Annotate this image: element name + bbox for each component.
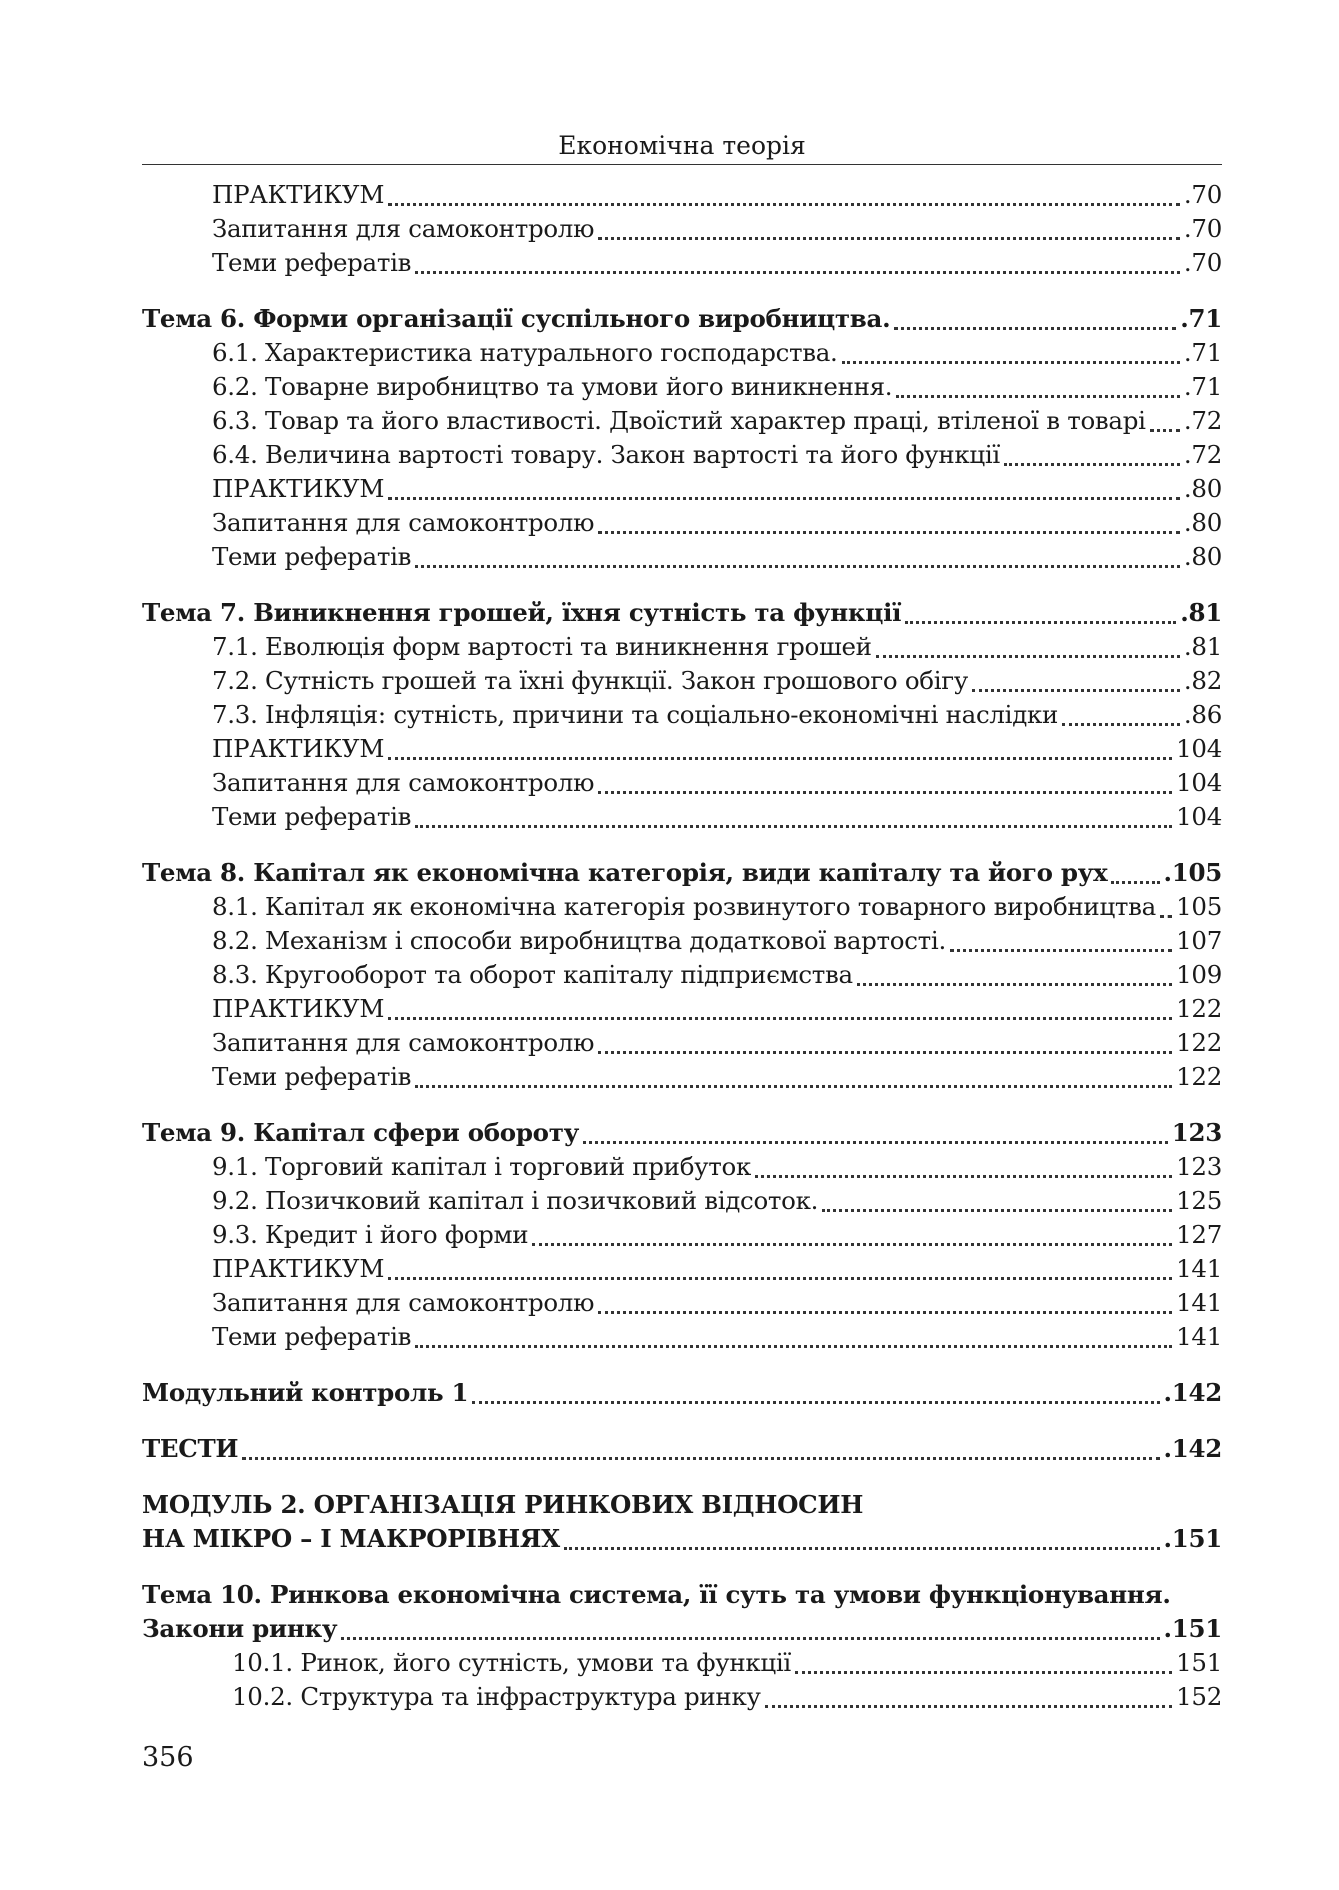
toc-subentry[interactable] <box>142 404 1222 438</box>
toc-entry-title: 6.1. Характеристика натурального господарства. <box>212 338 838 367</box>
toc-entry-title: 6.3. Товар та його властивості. Двоїстий характер праці, втіленої в товарі <box>212 406 1146 435</box>
toc-subentry[interactable] <box>142 924 1222 958</box>
toc-entry-page: .72 <box>1183 440 1222 469</box>
toc-entry-title: Теми рефератів <box>212 542 412 571</box>
toc-gap <box>142 834 1222 856</box>
toc-entry-title: Запитання для самоконтролю <box>212 1288 595 1317</box>
toc-heading-line: Тема 10. Ринкова економічна система, її суть та умови функціонування. <box>142 1580 1171 1609</box>
dot-leader <box>388 497 1180 500</box>
toc-entry-title: 7.1. Еволюція форм вартості та виникнення грошей <box>212 632 872 661</box>
toc-subentry[interactable] <box>142 1320 1222 1354</box>
dot-leader <box>341 1637 1159 1640</box>
dot-leader <box>894 327 1176 330</box>
toc-entry-page: .82 <box>1183 666 1222 695</box>
toc-gap <box>142 1354 1222 1376</box>
dot-leader <box>598 1311 1172 1314</box>
dot-leader <box>857 983 1172 986</box>
toc-entry-title: 8.1. Капітал як економічна категорія розвинутого товарного виробництва <box>212 892 1156 921</box>
toc-entry-title: ПРАКТИКУМ <box>212 474 385 503</box>
toc-entry-page: .151 <box>1163 1524 1222 1553</box>
dot-leader <box>598 791 1172 794</box>
toc-subentry[interactable] <box>142 1184 1222 1218</box>
dot-leader <box>896 395 1180 398</box>
toc-entry-page: 122 <box>1176 1062 1222 1091</box>
toc-entry-page: 141 <box>1176 1322 1222 1351</box>
toc-entry-page: 122 <box>1176 1028 1222 1057</box>
toc-subentry[interactable] <box>142 472 1222 506</box>
dot-leader <box>532 1243 1172 1246</box>
toc-entry-page: .142 <box>1163 1378 1222 1407</box>
toc-entry-page: 141 <box>1176 1288 1222 1317</box>
toc-subentry[interactable] <box>142 1252 1222 1286</box>
toc-entry-title: Запитання для самоконтролю <box>212 508 595 537</box>
dot-leader <box>472 1401 1159 1404</box>
table-of-contents <box>142 178 1222 1714</box>
dot-leader <box>755 1175 1172 1178</box>
toc-entry-title: ТЕСТИ <box>142 1434 239 1463</box>
toc-entry-title: Тема 8. Капітал як економічна категорія, види капіталу та його рух <box>142 858 1108 887</box>
toc-entry-page: .71 <box>1180 304 1222 333</box>
toc-entry-page: 104 <box>1176 802 1222 831</box>
running-header: Економічна теорія <box>558 131 806 160</box>
toc-subentry[interactable] <box>142 178 1222 212</box>
toc-entry-page: .81 <box>1183 632 1222 661</box>
toc-entry-title: 8.2. Механізм і способи виробництва додаткової вартості. <box>212 926 946 955</box>
toc-entry-title: НА МІКРО – І МАКРОРІВНЯХ <box>142 1524 560 1553</box>
toc-entry-title: Тема 6. Форми організації суспільного виробництва. <box>142 304 891 333</box>
dot-leader <box>598 237 1180 240</box>
dot-leader <box>842 361 1180 364</box>
toc-entry-page: 123 <box>1176 1152 1222 1181</box>
dot-leader <box>564 1547 1160 1550</box>
toc-entry-page: .70 <box>1183 214 1222 243</box>
toc-subentry[interactable] <box>142 630 1222 664</box>
toc-entry-page: 151 <box>1176 1648 1222 1677</box>
dot-leader <box>388 757 1172 760</box>
dot-leader <box>795 1671 1172 1674</box>
toc-entry-page: 105 <box>1176 892 1222 921</box>
toc-entry-page: .70 <box>1183 180 1222 209</box>
dot-leader <box>822 1209 1172 1212</box>
toc-entry-title: Теми рефератів <box>212 1322 412 1351</box>
toc-entry-title: 6.2. Товарне виробництво та умови його виникнення. <box>212 372 893 401</box>
dot-leader <box>598 1051 1172 1054</box>
toc-subentry[interactable] <box>142 336 1222 370</box>
dot-leader <box>242 1457 1159 1460</box>
toc-subentry[interactable] <box>142 1646 1222 1680</box>
toc-entry-title: Модульний контроль 1 <box>142 1378 469 1407</box>
toc-entry-page: .80 <box>1183 542 1222 571</box>
toc-entry-page: 152 <box>1176 1682 1222 1711</box>
toc-subentry[interactable] <box>142 890 1222 924</box>
toc-entry-title: 7.3. Інфляція: сутність, причини та соціально-економічні наслідки <box>212 700 1059 729</box>
dot-leader <box>1150 429 1180 432</box>
dot-leader <box>388 203 1180 206</box>
toc-entry-title: Теми рефератів <box>212 802 412 831</box>
toc-entry-title: Закони ринку <box>142 1614 338 1643</box>
toc-entry-title: Запитання для самоконтролю <box>212 214 595 243</box>
toc-topic-entry[interactable] <box>142 1116 1222 1150</box>
toc-subentry[interactable] <box>142 506 1222 540</box>
toc-entry-page: .71 <box>1183 372 1222 401</box>
toc-entry-title: ПРАКТИКУМ <box>212 734 385 763</box>
dot-leader <box>876 655 1180 658</box>
toc-subentry[interactable] <box>142 370 1222 404</box>
toc-entry-page: .151 <box>1163 1614 1222 1643</box>
dot-leader <box>1062 723 1180 726</box>
toc-entry-title: Тема 9. Капітал сфери обороту <box>142 1118 579 1147</box>
dot-leader <box>905 621 1176 624</box>
toc-entry-title: 6.4. Величина вартості товару. Закон вартості та його функції <box>212 440 1000 469</box>
toc-entry-title: ПРАКТИКУМ <box>212 180 385 209</box>
toc-entry-page: 122 <box>1176 994 1222 1023</box>
toc-entry-title: 7.2. Сутність грошей та їхні функції. Закон грошового обігу <box>212 666 968 695</box>
toc-entry-title: 9.1. Торговий капітал і торговий прибуток <box>212 1152 751 1181</box>
toc-entry-page: 123 <box>1171 1118 1222 1147</box>
toc-subentry[interactable] <box>142 1026 1222 1060</box>
toc-entry-title: 10.2. Структура та інфраструктура ринку <box>232 1682 761 1711</box>
toc-entry-page: .80 <box>1183 508 1222 537</box>
toc-topic-entry[interactable] <box>142 596 1222 630</box>
header-rule <box>142 164 1222 165</box>
toc-subentry[interactable] <box>142 246 1222 280</box>
dot-leader <box>1111 881 1159 884</box>
toc-subentry[interactable] <box>142 732 1222 766</box>
toc-entry-page: .105 <box>1163 858 1222 887</box>
toc-entry-page: 125 <box>1176 1186 1222 1215</box>
toc-subentry[interactable] <box>142 1150 1222 1184</box>
toc-subentry[interactable] <box>142 698 1222 732</box>
dot-leader <box>598 531 1180 534</box>
toc-entry-title: 10.1. Ринок, його сутність, умови та функції <box>232 1648 791 1677</box>
toc-entry-page: 104 <box>1176 768 1222 797</box>
toc-gap <box>142 1556 1222 1578</box>
toc-subentry[interactable] <box>142 1218 1222 1252</box>
toc-entry-title: Тема 7. Виникнення грошей, їхня сутність та функції <box>142 598 902 627</box>
toc-entry-page: .80 <box>1183 474 1222 503</box>
dot-leader <box>388 1017 1172 1020</box>
toc-entry-page: 109 <box>1176 960 1222 989</box>
toc-entry-title: Запитання для самоконтролю <box>212 1028 595 1057</box>
dot-leader <box>388 1277 1172 1280</box>
toc-entry-title: 8.3. Кругооборот та оборот капіталу підприємства <box>212 960 853 989</box>
toc-subentry[interactable] <box>142 438 1222 472</box>
page-number: 356 <box>142 1742 194 1773</box>
dot-leader <box>415 1085 1172 1088</box>
toc-entry-page: 107 <box>1176 926 1222 955</box>
toc-subentry[interactable] <box>142 1680 1222 1714</box>
toc-subentry[interactable] <box>142 212 1222 246</box>
toc-topic-entry[interactable] <box>142 856 1222 890</box>
toc-subentry[interactable] <box>142 766 1222 800</box>
toc-gap <box>142 574 1222 596</box>
toc-topic-entry[interactable] <box>142 302 1222 336</box>
toc-gap <box>142 280 1222 302</box>
toc-subentry[interactable] <box>142 1060 1222 1094</box>
dot-leader <box>950 949 1172 952</box>
toc-entry-title: ПРАКТИКУМ <box>212 994 385 1023</box>
toc-gap <box>142 1094 1222 1116</box>
dot-leader <box>1160 915 1172 918</box>
toc-topic-entry[interactable] <box>142 1612 1222 1646</box>
dot-leader <box>583 1141 1168 1144</box>
toc-entry-title: 9.2. Позичковий капітал і позичковий відсоток. <box>212 1186 819 1215</box>
toc-entry-page: .142 <box>1163 1434 1222 1463</box>
toc-entry-title: 9.3. Кредит і його форми <box>212 1220 529 1249</box>
toc-topic-entry[interactable] <box>142 1432 1222 1466</box>
toc-subentry[interactable] <box>142 1286 1222 1320</box>
dot-leader <box>415 1345 1172 1348</box>
toc-entry-title: Теми рефератів <box>212 1062 412 1091</box>
dot-leader <box>415 565 1180 568</box>
dot-leader <box>972 689 1180 692</box>
toc-entry-title: Запитання для самоконтролю <box>212 768 595 797</box>
toc-entry-page: .86 <box>1183 700 1222 729</box>
toc-entry-title: ПРАКТИКУМ <box>212 1254 385 1283</box>
toc-heading-line: МОДУЛЬ 2. ОРГАНІЗАЦІЯ РИНКОВИХ ВІДНОСИН <box>142 1490 864 1519</box>
toc-entry-page: .70 <box>1183 248 1222 277</box>
toc-topic-entry[interactable] <box>142 1522 1222 1556</box>
toc-gap <box>142 1466 1222 1488</box>
dot-leader <box>415 271 1180 274</box>
toc-entry-page: 104 <box>1176 734 1222 763</box>
toc-entry-page: .71 <box>1183 338 1222 367</box>
toc-gap <box>142 1410 1222 1432</box>
toc-subentry[interactable] <box>142 958 1222 992</box>
toc-subentry[interactable] <box>142 540 1222 574</box>
toc-entry-page: .81 <box>1180 598 1222 627</box>
toc-topic-entry[interactable] <box>142 1376 1222 1410</box>
toc-entry-title: Теми рефератів <box>212 248 412 277</box>
toc-entry-page: 127 <box>1176 1220 1222 1249</box>
toc-subentry[interactable] <box>142 664 1222 698</box>
dot-leader <box>415 825 1172 828</box>
dot-leader <box>1004 463 1180 466</box>
toc-subentry[interactable] <box>142 992 1222 1026</box>
toc-entry-page: .72 <box>1183 406 1222 435</box>
toc-entry-page: 141 <box>1176 1254 1222 1283</box>
dot-leader <box>765 1705 1173 1708</box>
toc-subentry[interactable] <box>142 800 1222 834</box>
